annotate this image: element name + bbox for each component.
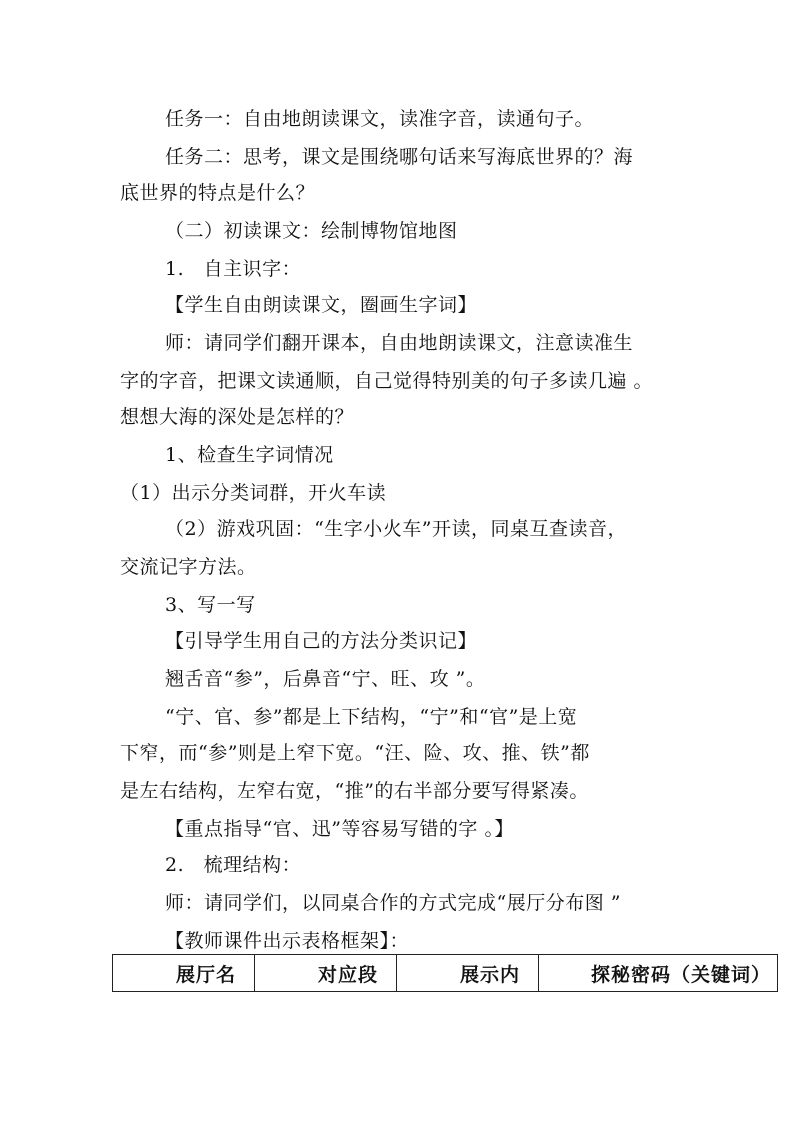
check-words: 1、检查生字词情况: [165, 444, 334, 466]
bracket-note-2: 【引导学生用自己的方法分类识记】: [165, 630, 478, 652]
write-heading: 3、写一写: [165, 594, 256, 616]
task-two: 任务二：思考，课文是围绕哪句话来写海底世界的？海: [165, 146, 634, 168]
bracket-note-4: 【教师课件出示表格框架】：: [165, 930, 410, 952]
teacher-instruction-1-cont: 字的字音，把课文读通顺，自己觉得特别美的句子多读几遍 。: [120, 370, 654, 392]
step-1-heading: 1. 自主识字：: [165, 258, 302, 280]
task-two-continued: 底世界的特点是什么？: [120, 182, 316, 204]
table-header-cell: 探秘密码（关键词）: [590, 963, 771, 986]
structure-note: “宁、官、参”都是上下结构，“宁”和“官”是上宽: [165, 706, 578, 728]
table-header-cell: 展示内: [397, 955, 539, 991]
section-heading: （二）初读课文：绘制博物馆地图: [165, 220, 458, 242]
structure-note-cont: 下窄，而“参”则是上窄下宽。“汪、险、攻、推、铁”都: [120, 742, 590, 764]
table-header-cell: 对应段: [255, 955, 397, 991]
teacher-instruction-1-cont2: 想想大海的深处是怎样的？: [120, 406, 355, 428]
bracket-note-3: 【重点指导“官、迅”等容易写错的字 。】: [165, 818, 514, 840]
teacher-instruction-2: 师：请同学们，以同桌合作的方式完成“展厅分布图 ”: [165, 892, 621, 914]
game-practice-cont: 交流记字方法。: [120, 556, 257, 578]
pronunciation-note: 翘舌音“参”，后鼻音“宁、旺、攻 ”。: [165, 668, 486, 690]
structure-note-cont2: 是左右结构，左窄右宽，“推”的右半部分要写得紧凑。: [120, 780, 589, 802]
step-2-heading: 2. 梳理结构：: [165, 854, 302, 876]
game-practice: （2）游戏巩固：“生字小火车”开读，同桌互查读音，: [165, 518, 628, 540]
task-one: 任务一：自由地朗读课文，读准字音，读通句子。: [165, 108, 595, 130]
word-groups: （1）出示分类词群，开火车读: [120, 482, 387, 504]
bracket-note-1: 【学生自由朗读课文，圈画生字词】: [165, 294, 478, 316]
teacher-instruction-1: 师：请同学们翻开课本，自由地朗读课文，注意读准生: [165, 332, 634, 354]
exhibit-table: [112, 954, 778, 992]
table-header-cell: 展厅名: [113, 955, 255, 991]
